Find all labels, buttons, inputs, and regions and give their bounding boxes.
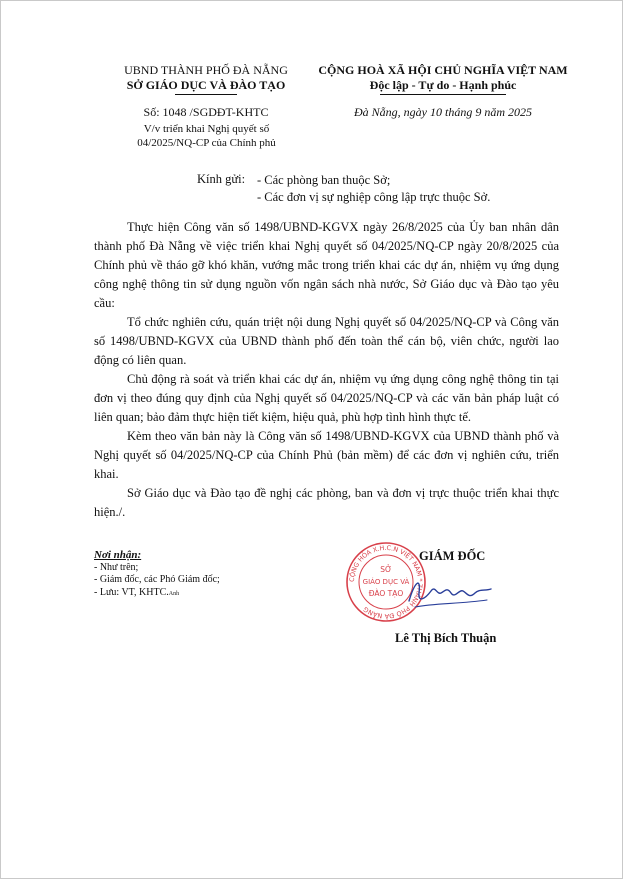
place-date: Đà Nẵng, ngày 10 tháng 9 năm 2025 (354, 105, 532, 119)
body-paragraph: Tổ chức nghiên cứu, quán triệt nội dung Nghị quyết số 04/2025/NQ-CP và Công văn số 1498/UBND-KGVX của UBND thành phố đến toàn thể cán bộ, viên chức, người lao động có liên quan. (94, 315, 559, 367)
motto-underline (380, 94, 506, 95)
distribution-item (94, 587, 220, 601)
country-name: CỘNG HOÀ XÃ HỘI CHỦ NGHĨA VIỆT NAM (318, 63, 568, 77)
body-paragraph: Thực hiện Công văn số 1498/UBND-KGVX ngày 26/8/2025 của Ủy ban nhân dân thành phố Đà Nẵng về việc triển khai Nghị quyết số 04/2025/NQ-CP ngày 20/8/2025 của Chính phủ về tháo gỡ khó khăn, vướng mắc trong triển khai các dự án, nhiệm vụ ứng dụng công nghệ thông tin sử dụng nguồn vốn ngân sách nhà nước, Sở Giáo dục và Đào tạo yêu cầu: (94, 220, 559, 310)
seal-line-2: GIÁO DỤC VÀ (362, 578, 410, 586)
national-motto (307, 63, 579, 95)
recipient-item: - Các phòng ban thuộc Sở; (257, 173, 391, 187)
signer-name: Lê Thị Bích Thuận (395, 631, 497, 645)
distribution-item: - Giám đốc, các Phó Giám đốc; (94, 574, 220, 585)
authority-parent: UBND THÀNH PHỐ ĐÀ NẴNG (124, 63, 288, 77)
body-paragraph: Chủ động rà soát và triển khai các dự án, nhiệm vụ ứng dụng công nghệ thông tin tại đơn vị theo đúng quy định của Nghị quyết số 04/2025/NQ-CP và các văn bản pháp luật có liên quan; bảo đảm thực hiện tiết kiệm, hiệu quả, phù hợp tình hình thực tế. (94, 372, 559, 424)
signer-title: GIÁM ĐỐC (419, 549, 486, 563)
drafter-initial: Anh (168, 590, 180, 597)
motto: Độc lập - Tự do - Hạnh phúc (369, 78, 517, 92)
distribution-item-text: - Lưu: VT, KHTC. (94, 586, 169, 598)
distribution-list (94, 549, 220, 600)
seal-ring-text: CỘNG HÒA X.H.C.N VIỆT NAM * THÀNH PHỐ ĐÀ NẴNG (347, 543, 425, 621)
subject-line-1: V/v triển khai Nghị quyết số (143, 123, 270, 135)
letter-body (94, 218, 559, 522)
body-paragraph: Sở Giáo dục và Đào tạo đề nghị các phòng, ban và đơn vị trực thuộc triển khai thực hiện./. (94, 486, 559, 519)
distribution-item: - Như trên; (94, 561, 139, 573)
recipient-item: - Các đơn vị sự nghiệp công lập trực thuộc Sở. (257, 190, 491, 204)
document-number: Số: 1048 /SGDĐT-KHTC (143, 105, 269, 119)
authority-name: SỞ GIÁO DỤC VÀ ĐÀO TẠO (126, 78, 286, 92)
seal-line-3: ĐÀO TẠO (368, 589, 404, 598)
body-paragraph: Kèm theo văn bản này là Công văn số 1498/UBND-KGVX của UBND thành phố và Nghị quyết số 04/2025/NQ-CP của Chính Phủ (bản mềm) để các đơn vị nghiên cứu, triển khai. (94, 429, 559, 481)
seal-line-1: SỞ (380, 565, 392, 574)
recipients-label: Kính gửi: (197, 172, 246, 186)
handwritten-signature (405, 573, 495, 613)
subject-line-2: 04/2025/NQ-CP của Chính phủ (137, 137, 276, 149)
distribution-title: Nơi nhận: (94, 549, 142, 561)
authority-underline (175, 94, 237, 95)
recipients-list (257, 172, 490, 206)
issuing-authority (111, 63, 301, 95)
document-subject (109, 122, 304, 150)
